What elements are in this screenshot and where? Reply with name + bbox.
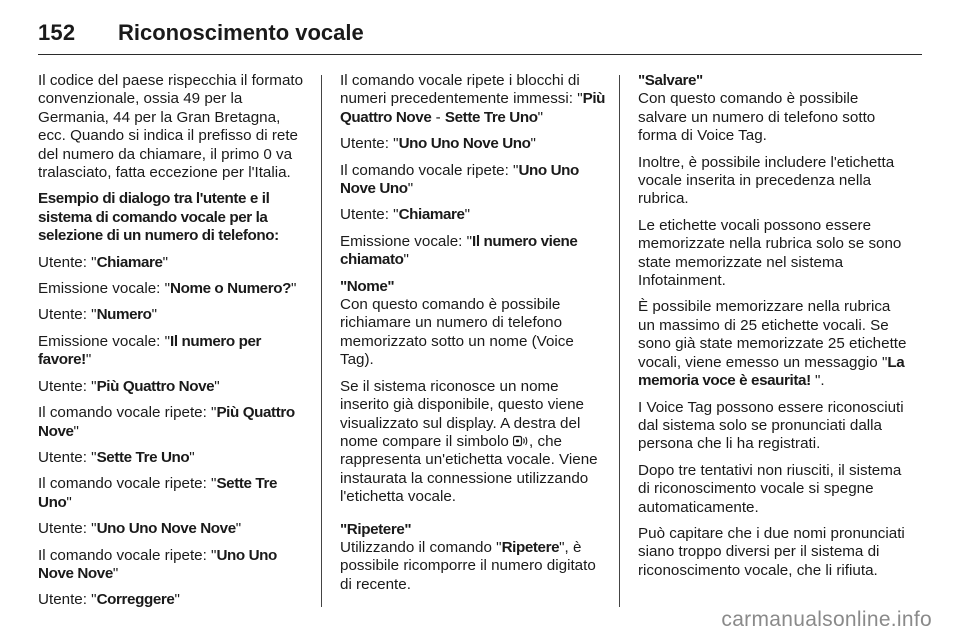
page-number: 152 xyxy=(38,20,76,45)
nome-heading: "Nome" xyxy=(340,277,395,295)
dialog-line: Emissione vocale: "Il numero per favore!" xyxy=(38,332,262,369)
dialog-line: Utente: "Chiamare" xyxy=(340,206,471,224)
paragraph: Dopo tre tentativi non riusciti, il sistema di riconoscimento vocale si spegne automaticamente. xyxy=(638,461,902,516)
section-heading: Esempio di dialogo tra l'utente e il sistema di comando vocale per la selezione di un numero di telefono: xyxy=(38,190,279,245)
paragraph: Il codice del paese rispecchia il formato convenzionale, ossia 49 per la Germania, 44 per la Gran Bretagna, ecc. Quando si indica il prefisso di rete del numero da chiamare, il primo 0 va tralasciato, fatta eccezione per l'Italia. xyxy=(38,72,304,182)
paragraph: I Voice Tag possono essere riconosciuti dal sistema solo se pronunciati dalla persona che li ha registrati. xyxy=(638,398,904,453)
paragraph: Con questo comando è possibile richiamare un numero di telefono memorizzato sotto un nome (Voice Tag). xyxy=(340,296,574,369)
dialog-line: Il comando vocale ripete: "Più Quattro Nove" xyxy=(38,404,295,440)
column-divider xyxy=(321,75,322,607)
column-2 xyxy=(340,72,606,602)
voice-tag-icon xyxy=(513,434,529,446)
paragraph: Se il sistema riconosce un nome inserito già disponibile, questo viene visualizzato sul display. A destra del nome compare il simbolo , che rappresenta un'etichetta vocale. Viene instaurata la connessione utilizzando l'etichetta vocale. xyxy=(340,377,598,506)
paragraph: È possibile memorizzare nella rubrica un massimo di 25 etichette vocali. Se sono già state memorizzate 25 etichette vocali, viene emesso un messaggio "La memoria voce è esaurita! ". xyxy=(638,298,907,390)
dialog-line: Il comando vocale ripete: "Sette Tre Uno" xyxy=(38,475,278,511)
ripetere-heading: "Ripetere" xyxy=(340,520,412,538)
paragraph: Inoltre, è possibile includere l'etichetta vocale inserita in precedenza nella rubrica. xyxy=(638,153,895,208)
dialog-line: Utente: "Uno Uno Nove Nove" xyxy=(38,520,242,538)
dialog-line: Utente: "Numero" xyxy=(38,306,157,324)
paragraph: Le etichette vocali possono essere memorizzate nella rubrica solo se sono state memorizzate nel sistema Infotainment. xyxy=(638,216,902,290)
dialog-line: Emissione vocale: "Nome o Numero?" xyxy=(38,280,297,298)
column-divider xyxy=(619,75,620,607)
paragraph: Con questo comando è possibile salvare un numero di telefono sotto forma di Voice Tag. xyxy=(638,90,876,145)
dialog-line: Utente: "Chiamare" xyxy=(38,253,169,271)
dialog-line: Emissione vocale: "Il numero viene chiamato" xyxy=(340,232,578,269)
column-3 xyxy=(638,72,908,588)
dialog-line: Utente: "Sette Tre Uno" xyxy=(38,448,195,466)
paragraph: Il comando vocale ripete i blocchi di numeri precedentemente immessi: "Più Quattro Nove - Sette Tre Uno" xyxy=(340,72,606,126)
dialog-line: Utente: "Uno Uno Nove Uno" xyxy=(340,135,536,153)
paragraph: Utilizzando il comando "Ripetere", è possibile ricomporre il numero digitato di recente. xyxy=(340,538,596,593)
column-1 xyxy=(38,72,308,618)
dialog-line: Utente: "Più Quattro Nove" xyxy=(38,377,220,395)
dialog-line: Il comando vocale ripete: "Uno Uno Nove Uno" xyxy=(340,161,579,198)
dialog-line: Il comando vocale ripete: "Uno Uno Nove Nove" xyxy=(38,546,277,582)
salvare-heading: "Salvare" xyxy=(638,72,703,89)
page-title: Riconoscimento vocale xyxy=(118,20,364,45)
paragraph: Può capitare che i due nomi pronunciati siano troppo diversi per il sistema di riconoscimento vocale, che li rifiuta. xyxy=(638,524,905,579)
page-header xyxy=(38,14,922,55)
dialog-line: Utente: "Correggere" xyxy=(38,591,180,609)
watermark: carmanualsonline.info xyxy=(721,608,932,631)
